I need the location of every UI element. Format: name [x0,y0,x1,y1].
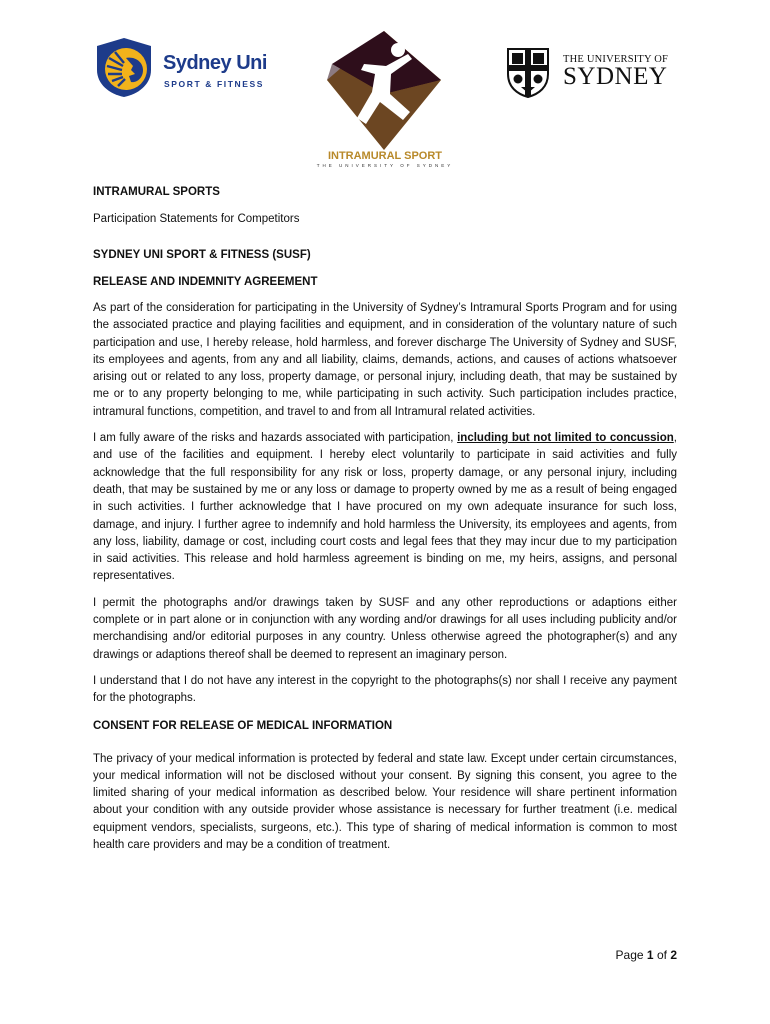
intramural-title: INTRAMURAL SPORT [327,150,443,162]
page-label: Page [615,948,644,962]
susf-logo [93,36,293,98]
medical-info-paragraph: The privacy of your medical information is protected by federal and state law. Except under certain circumstances, your medical information will not be disclosed without your consent. By signing this consent, you agree to the limited sharing of your medical information as described below. Your residence will share pertinent information about your condition with any outside provider whose assistance is necessary for further treatment (i.e. medical equipment vendors, specialists, surgeons, etc.). This type of sharing of medical information is common to most health care providers and may be a condition of treatment. [93,752,677,852]
usyd-line2: SYDNEY [563,63,668,90]
para2-end: , and use of the facilities and equipment. I hereby elect voluntarily to participate in said activities and fully acknowledge that the full responsibility for any risk or loss, property damage, or any personal injury, including death, that may be sustained by me or any loss or damage to property owned by me as a result of being engaged in such activities. I further acknowledge that I have procured on my own adequate insurance for such loss, damage, and injury. I further agree to indemnify and hold harmless the University, its employees and agents, from any loss, liability, damage or cost, including court costs and legal fees that they may incur due to my participation in said activities. This release and hold harmless agreement is binding on me, my heirs, assigns, and personal representatives. [93,432,677,583]
lion-icon [93,36,155,98]
org-heading: SYDNEY UNI SPORT & FITNESS (SUSF) [93,249,311,261]
intramural-subtitle: THE UNIVERSITY OF SYDNEY [316,163,454,168]
university-crest-icon [505,46,551,98]
document-body [93,184,677,854]
of-label: of [656,948,667,962]
copyright-paragraph: I understand that I do not have any interest in the copyright to the photographs(s) nor shall I receive any payment for the photographs. [93,674,677,705]
page-total: 2 [670,948,677,962]
release-heading: RELEASE AND INDEMNITY AGREEMENT [93,276,318,288]
document-subtitle: Participation Statements for Competitors [93,213,300,225]
photo-permission-paragraph: I permit the photographs and/or drawings taken by SUSF and any other reproductions or adaptions either complete or in part alone or in conjunction with any wording and/or drawings for all uses including publicity and/or merchandising and/or editorial purposes in any country. Unless otherwise agreed the photographer(s) and any drawings or adaptions thereof shall be deemed to represent an imaginary person. [93,596,677,661]
susf-title: Sydney Uni [163,52,267,74]
page-current: 1 [646,948,654,962]
usyd-logo [505,46,675,98]
release-paragraph-1: As part of the consideration for participating in the University of Sydney’s Intramural Sports Program and for using the associated practice and playing facilities and equipment, and in consideration of the voluntary nature of such participation and use, I hereby release, hold harmless, and forever discharge The University of Sydney and SUSF, its employees and agents, from any and all liability, claims, demands, actions, and causes of actions whatsoever arising out or related to any loss, property damage, or personal injury, including death, that may be sustained by me or to any property belonging to me, while participating in such activity. Such participation includes practice, intramural functions, competition, and travel to and from all Intramural related activities. [93,302,677,418]
concussion-emphasis: including but not limited to concussion [457,432,674,445]
document-title: INTRAMURAL SPORTS [93,186,220,198]
para2-start: I am fully aware of the risks and hazards associated with participation, [93,432,458,445]
intramural-logo [314,28,456,176]
page-number [616,948,677,962]
release-paragraph-2 [93,430,677,586]
athlete-icon [324,28,444,153]
consent-heading: CONSENT FOR RELEASE OF MEDICAL INFORMATION [93,719,393,732]
susf-subtitle: SPORT & FITNESS [164,79,265,89]
usyd-line1: THE UNIVERSITY OF [563,54,669,65]
